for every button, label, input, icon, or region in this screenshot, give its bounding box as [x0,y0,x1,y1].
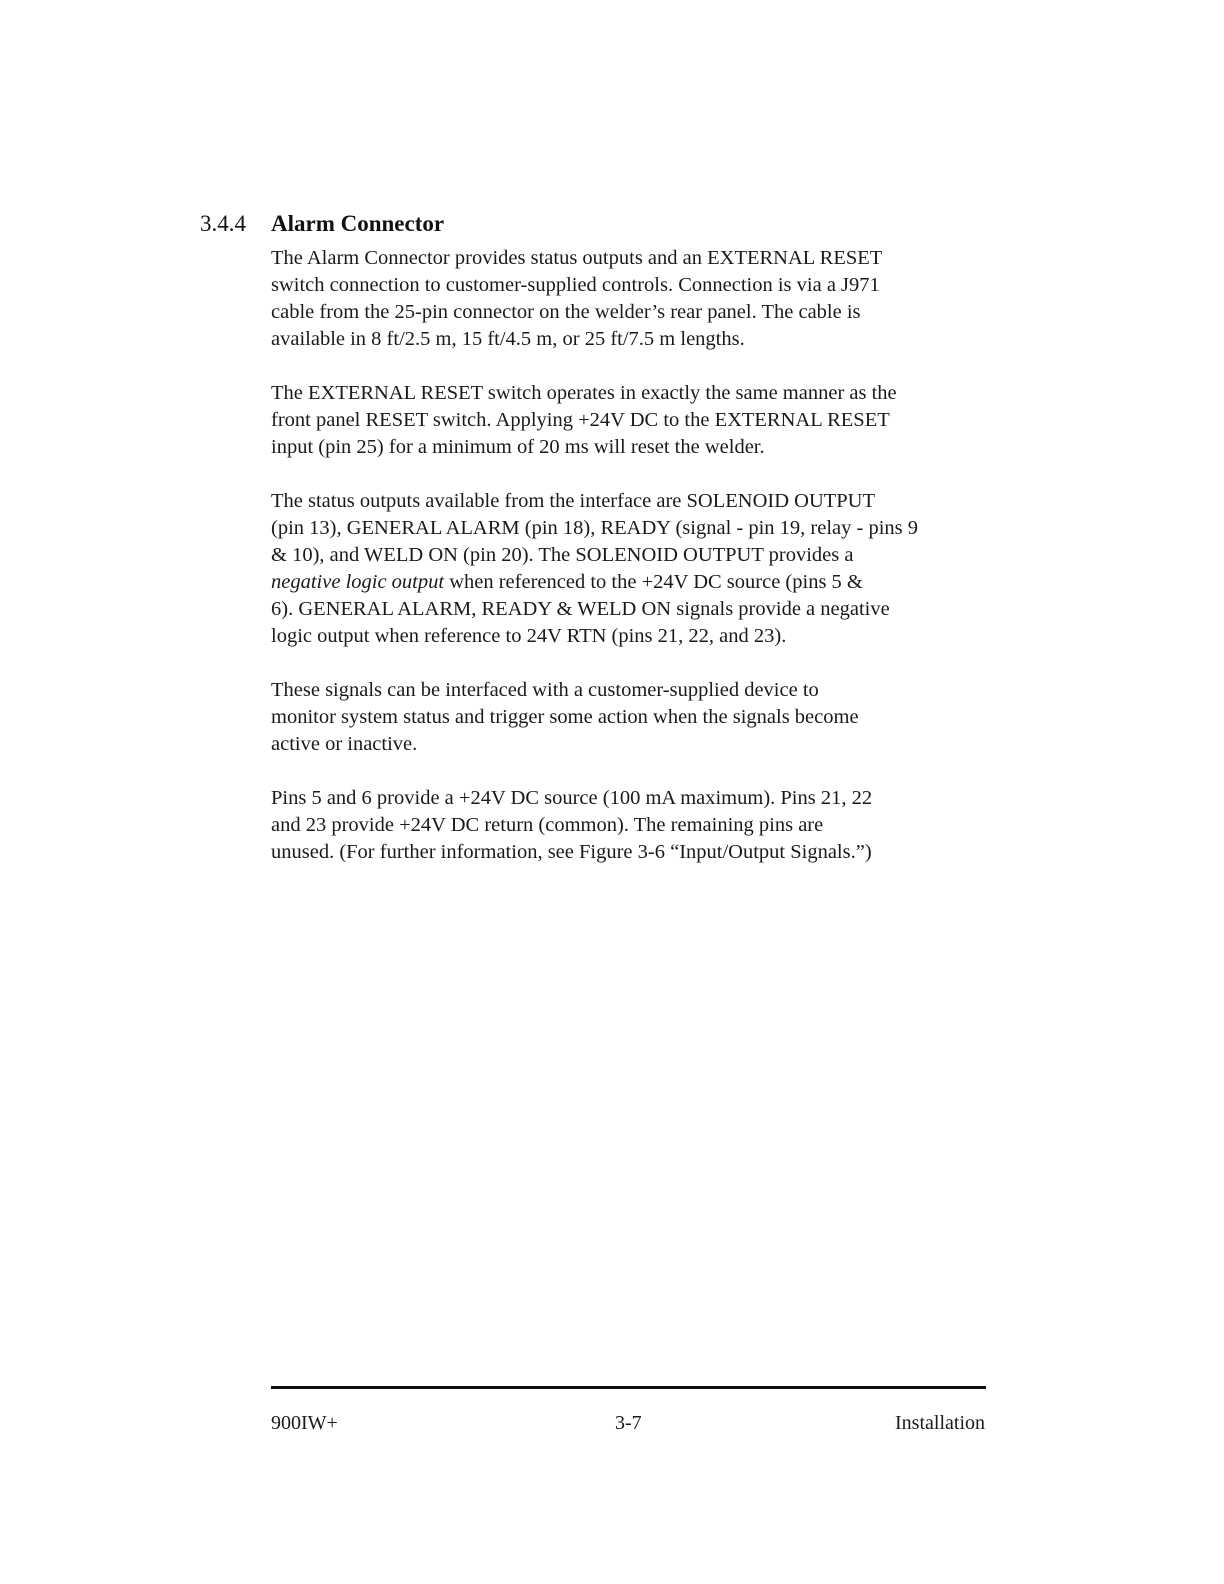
text-line: input (pin 25) for a minimum of 20 ms will reset the welder. [271,436,765,458]
section-heading [200,211,444,237]
text-line: switch connection to customer-supplied controls. Connection is via a J971 [271,274,880,296]
italic-phrase: negative logic output [271,571,445,593]
text-line: 6). GENERAL ALARM, READY & WELD ON signals provide a negative [271,598,890,620]
paragraph-signals [271,677,991,758]
text-line: front panel RESET switch. Applying +24V DC to the EXTERNAL RESET [271,409,890,431]
paragraph-pins [271,785,991,866]
text-line: These signals can be interfaced with a customer-supplied device to [271,679,819,701]
section-title: Alarm Connector [271,211,445,236]
text-line: The EXTERNAL RESET switch operates in exactly the same manner as the [271,382,897,404]
footer-product: 900IW+ [271,1412,338,1434]
footer-divider [271,1386,986,1389]
paragraph-intro [271,245,991,353]
footer-chapter: Installation [895,1412,985,1434]
section-number: 3.4.4 [200,211,246,236]
paragraph-external-reset [271,380,991,461]
text-line: unused. (For further information, see Figure 3-6 “Input/Output Signals.”) [271,841,872,863]
text-line: and 23 provide +24V DC return (common). The remaining pins are [271,814,824,836]
text-line: logic output when reference to 24V RTN (pins 21, 22, and 23). [271,625,787,647]
text-line: active or inactive. [271,733,418,755]
line-rest: when referenced to the +24V DC source (pins 5 & [444,571,863,593]
footer-page-number: 3-7 [615,1412,642,1434]
text-line: The status outputs available from the interface are SOLENOID OUTPUT [271,490,875,512]
paragraph-status-outputs [271,488,991,650]
text-line: Pins 5 and 6 provide a +24V DC source (100 mA maximum). Pins 21, 22 [271,787,873,809]
text-line: The Alarm Connector provides status outputs and an EXTERNAL RESET [271,247,883,269]
text-line [271,569,991,596]
text-line: monitor system status and trigger some action when the signals become [271,706,859,728]
text-line: (pin 13), GENERAL ALARM (pin 18), READY (signal - pin 19, relay - pins 9 [271,517,919,539]
text-line: & 10), and WELD ON (pin 20). The SOLENOID OUTPUT provides a [271,544,854,566]
body-text [271,245,991,893]
text-line: available in 8 ft/2.5 m, 15 ft/4.5 m, or 25 ft/7.5 m lengths. [271,328,745,350]
text-line: cable from the 25-pin connector on the welder’s rear panel. The cable is [271,301,861,323]
